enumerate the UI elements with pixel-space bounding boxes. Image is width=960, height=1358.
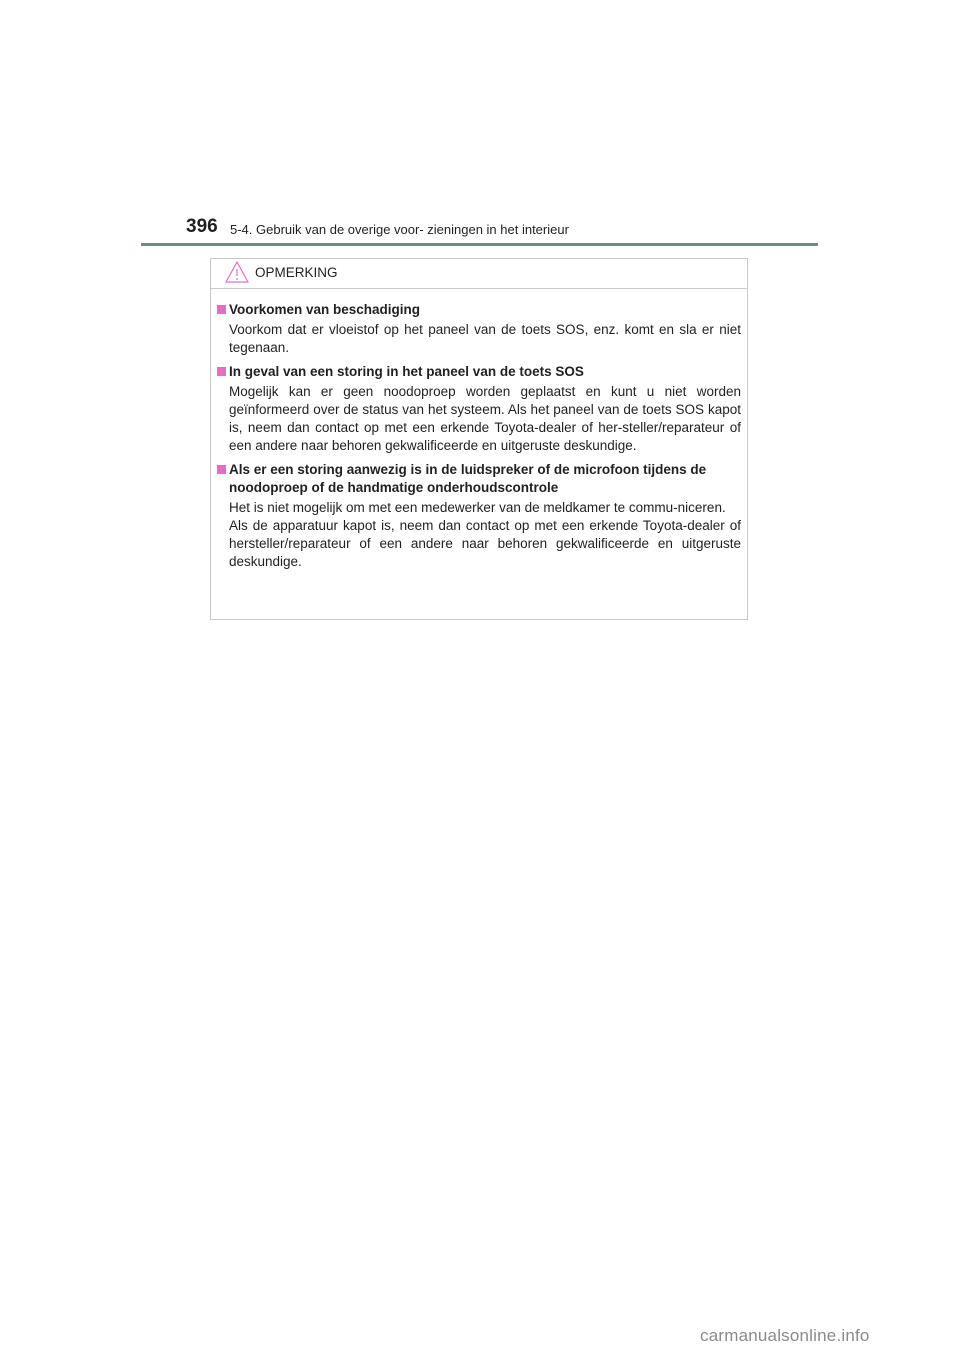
warning-triangle-icon <box>225 261 249 283</box>
square-bullet-icon <box>217 305 226 314</box>
notice-header <box>211 259 747 289</box>
item-heading: Voorkomen van beschadiging <box>217 301 741 319</box>
page-number: 396 <box>186 216 218 237</box>
section-title: 5-4. Gebruik van de overige voor- zieningen in het interieur <box>230 222 569 237</box>
notice-item <box>217 363 741 455</box>
square-bullet-icon <box>217 367 226 376</box>
notice-title: OPMERKING <box>255 265 338 280</box>
notice-item <box>217 301 741 357</box>
watermark: carmanualsonline.info <box>700 1326 870 1345</box>
item-heading: Als er een storing aanwezig is in de luidspreker of de microfoon tijdens de noodoproep of de handmatige onderhoudscontrole <box>217 461 741 497</box>
item-text: Voorkom dat er vloeistof op het paneel van de toets SOS, enz. komt en sla er niet tegenaan. <box>229 322 741 355</box>
notice-box <box>210 258 748 620</box>
notice-item <box>217 461 741 571</box>
item-heading: In geval van een storing in het paneel van de toets SOS <box>217 363 741 381</box>
square-bullet-icon <box>217 465 226 474</box>
item-text: Mogelijk kan er geen noodoproep worden geplaatst en kunt u niet worden geïnformeerd over de status van het systeem. Als het paneel van de toets SOS kapot is, neem dan contact op met een erkende Toyota-dealer of her-steller/reparateur of een andere naar behoren gekwalificeerde en uitgeruste deskundige. <box>229 384 741 453</box>
header-rule <box>141 243 818 246</box>
item-text: Het is niet mogelijk om met een medewerker van de meldkamer te commu-niceren. Als de apparatuur kapot is, neem dan contact op met een erkende Toyota-dealer of hersteller/reparateur of een andere naar behoren gekwalificeerde en uitgeruste deskundige. <box>229 500 741 569</box>
notice-body <box>211 289 747 571</box>
